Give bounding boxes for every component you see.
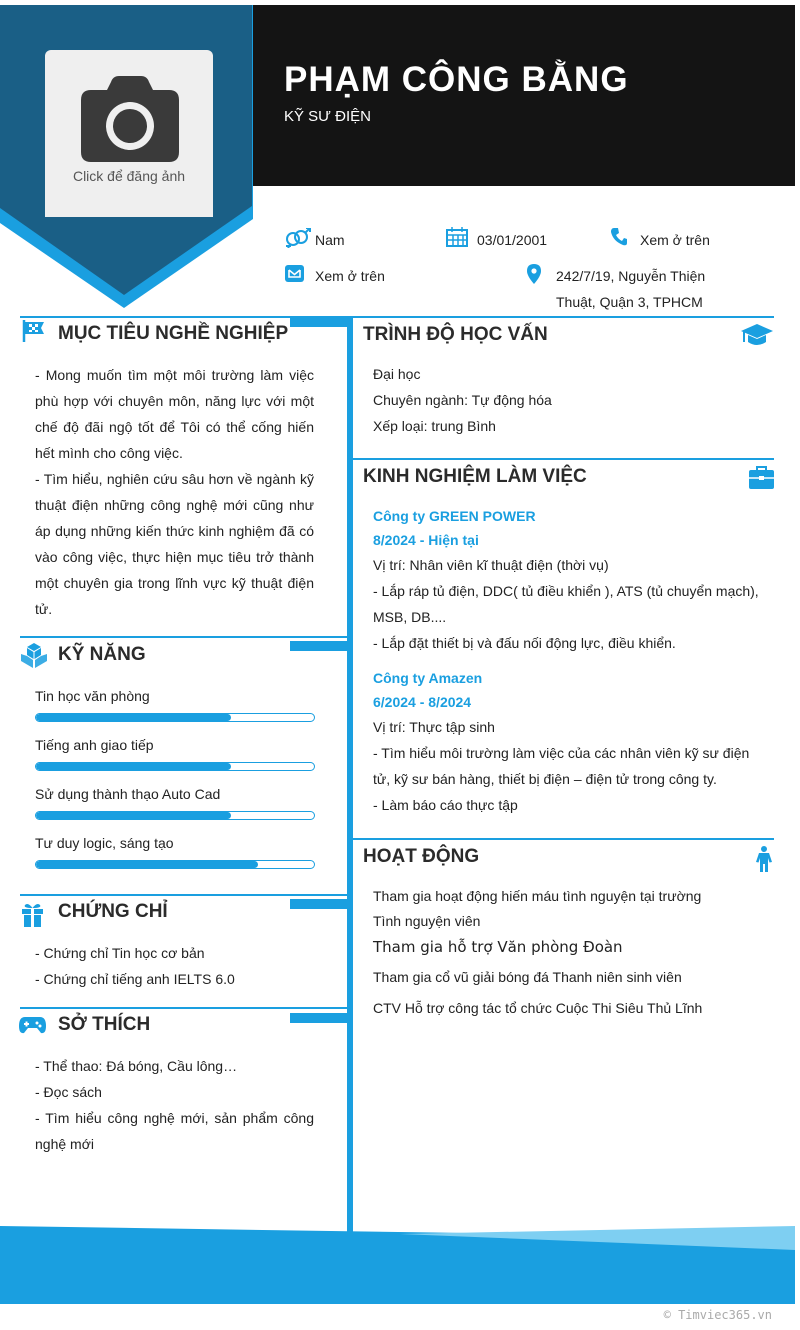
address-line-2: Thuật, Quận 3, TPHCM: [556, 294, 703, 310]
hobbies-rule: [20, 1007, 347, 1009]
copyright: © Timviec365.vn: [663, 1308, 772, 1322]
hobbies-title: SỞ THÍCH: [58, 1014, 151, 1035]
footer-band: [0, 1226, 795, 1304]
skill-label: Tư duy logic, sáng tạo: [35, 835, 174, 851]
skill-bar-fill: [36, 763, 231, 770]
objective-title: MỤC TIÊU NGHỀ NGHIỆP: [58, 323, 289, 344]
job-detail-line: - Tìm hiểu môi trường làm việc của các nhân viên kỹ sư điện tử, kỹ sư bán hàng, thiết bị điện – điện tử trong công ty.: [373, 745, 750, 787]
activity-item: Tham gia hỗ trợ Văn phòng Đoàn: [373, 938, 623, 956]
skill-label: Tin học văn phòng: [35, 688, 150, 704]
email-icon: [285, 265, 304, 282]
candidate-name: PHẠM CÔNG BẰNG: [284, 60, 629, 99]
objective-body: [35, 362, 314, 622]
certificates-rule: [20, 894, 347, 896]
hobbies-list: [35, 1053, 314, 1157]
gender-value: Nam: [315, 232, 345, 248]
job-details: [373, 552, 763, 656]
camera-icon: [81, 76, 179, 162]
graduation-cap-icon: [741, 324, 773, 348]
cubes-icon: [20, 643, 48, 669]
briefcase-icon: [749, 466, 774, 489]
location-icon: [527, 264, 541, 284]
job-detail-line: - Lắp ráp tủ điện, DDC( tủ điều khiển ), ATS (tủ chuyển mạch), MSB, DB....: [373, 583, 759, 625]
calendar-icon: [446, 227, 468, 247]
activities-title: HOẠT ĐỘNG: [363, 846, 480, 867]
education-level: Đại học: [373, 366, 421, 382]
education-rule: [353, 316, 774, 318]
person-icon: [755, 846, 773, 872]
certificates-accent: [290, 899, 347, 909]
activity-item: Tham gia cổ vũ giải bóng đá Thanh niên sinh viên: [373, 969, 682, 985]
skill-bar: [35, 713, 315, 722]
gift-icon: [22, 902, 43, 927]
education-grade: Xếp loại: trung Bình: [373, 418, 496, 434]
objective-paragraph: - Tìm hiểu, nghiên cứu sâu hơn về ngành kỹ thuật điện những công nghệ mới cũng như áp dụng những kiến thức kinh nghiệm đã có vào công việc, thực hiện mục tiêu trở thành một chuyên gia trong lĩnh vực kỹ thuật điện tử.: [35, 471, 314, 617]
objective-accent: [290, 317, 347, 327]
certificates-title: CHỨNG CHỈ: [58, 901, 168, 922]
skills-title: KỸ NĂNG: [58, 644, 146, 665]
job-detail-line: Vị trí: Nhân viên kĩ thuật điện (thời vụ): [373, 557, 609, 573]
center-divider: [347, 316, 353, 1238]
experience-rule: [353, 458, 774, 460]
certificates-list: [35, 940, 314, 992]
skills-accent: [290, 641, 347, 651]
address-line-1: 242/7/19, Nguyễn Thiện: [556, 268, 706, 284]
skill-bar-fill: [36, 812, 231, 819]
activity-item: Tình nguyện viên: [373, 913, 481, 929]
certificate-item: - Chứng chỉ Tin học cơ bản: [35, 945, 205, 961]
photo-upload[interactable]: [45, 50, 213, 217]
gamepad-icon: [19, 1016, 46, 1034]
photo-upload-label: Click để đăng ảnh: [72, 168, 186, 184]
birthday-value: 03/01/2001: [477, 232, 548, 248]
phone-value: Xem ở trên: [640, 232, 710, 248]
skill-label: Tiếng anh giao tiếp: [35, 737, 154, 753]
hobby-item: - Tìm hiểu công nghệ mới, sản phẩm công nghệ mới: [35, 1110, 314, 1152]
job-company: Công ty Amazen: [373, 670, 483, 686]
education-title: TRÌNH ĐỘ HỌC VẤN: [363, 324, 548, 345]
skills-rule: [20, 636, 347, 638]
activity-item: CTV Hỗ trợ công tác tổ chức Cuộc Thi Siêu Thủ Lĩnh: [373, 1000, 703, 1016]
skill-bar: [35, 762, 315, 771]
skill-bar: [35, 860, 315, 869]
activities-rule: [353, 838, 774, 840]
hobbies-accent: [290, 1013, 347, 1023]
objective-paragraph: - Mong muốn tìm một môi trường làm việc phù hợp với chuyên môn, năng lực với một chế độ đãi ngộ tốt để Tôi có thể cống hiến hết mình cho công việc.: [35, 367, 314, 461]
hobby-item: - Thể thao: Đá bóng, Cầu lông…: [35, 1058, 238, 1074]
candidate-role: KỸ SƯ ĐIỆN: [284, 108, 371, 125]
job-detail-line: - Làm báo cáo thực tập: [373, 797, 518, 813]
gender-icon: [285, 228, 311, 248]
flag-icon: [22, 320, 46, 342]
skill-label: Sử dụng thành thạo Auto Cad: [35, 786, 221, 802]
job-detail-line: - Lắp đặt thiết bị và đấu nối động lực, điều khiển.: [373, 635, 676, 651]
job-company: Công ty GREEN POWER: [373, 508, 536, 524]
certificate-item: - Chứng chỉ tiếng anh IELTS 6.0: [35, 971, 235, 987]
job-period: 8/2024 - Hiện tại: [373, 532, 479, 548]
job-details: [373, 714, 763, 818]
skill-bar-fill: [36, 861, 258, 868]
email-value: Xem ở trên: [315, 268, 385, 284]
activities-list: [373, 888, 763, 1025]
experience-title: KINH NGHIỆM LÀM VIỆC: [363, 466, 587, 487]
job-period: 6/2024 - 8/2024: [373, 694, 472, 710]
education-major: Chuyên ngành: Tự động hóa: [373, 392, 552, 408]
phone-icon: [611, 228, 627, 246]
skill-bar-fill: [36, 714, 231, 721]
hobby-item: - Đọc sách: [35, 1084, 102, 1100]
skill-bar: [35, 811, 315, 820]
activity-item: Tham gia hoạt động hiến máu tình nguyện tại trường: [373, 888, 702, 904]
job-detail-line: Vị trí: Thực tập sinh: [373, 719, 495, 735]
education-body: [373, 361, 763, 439]
